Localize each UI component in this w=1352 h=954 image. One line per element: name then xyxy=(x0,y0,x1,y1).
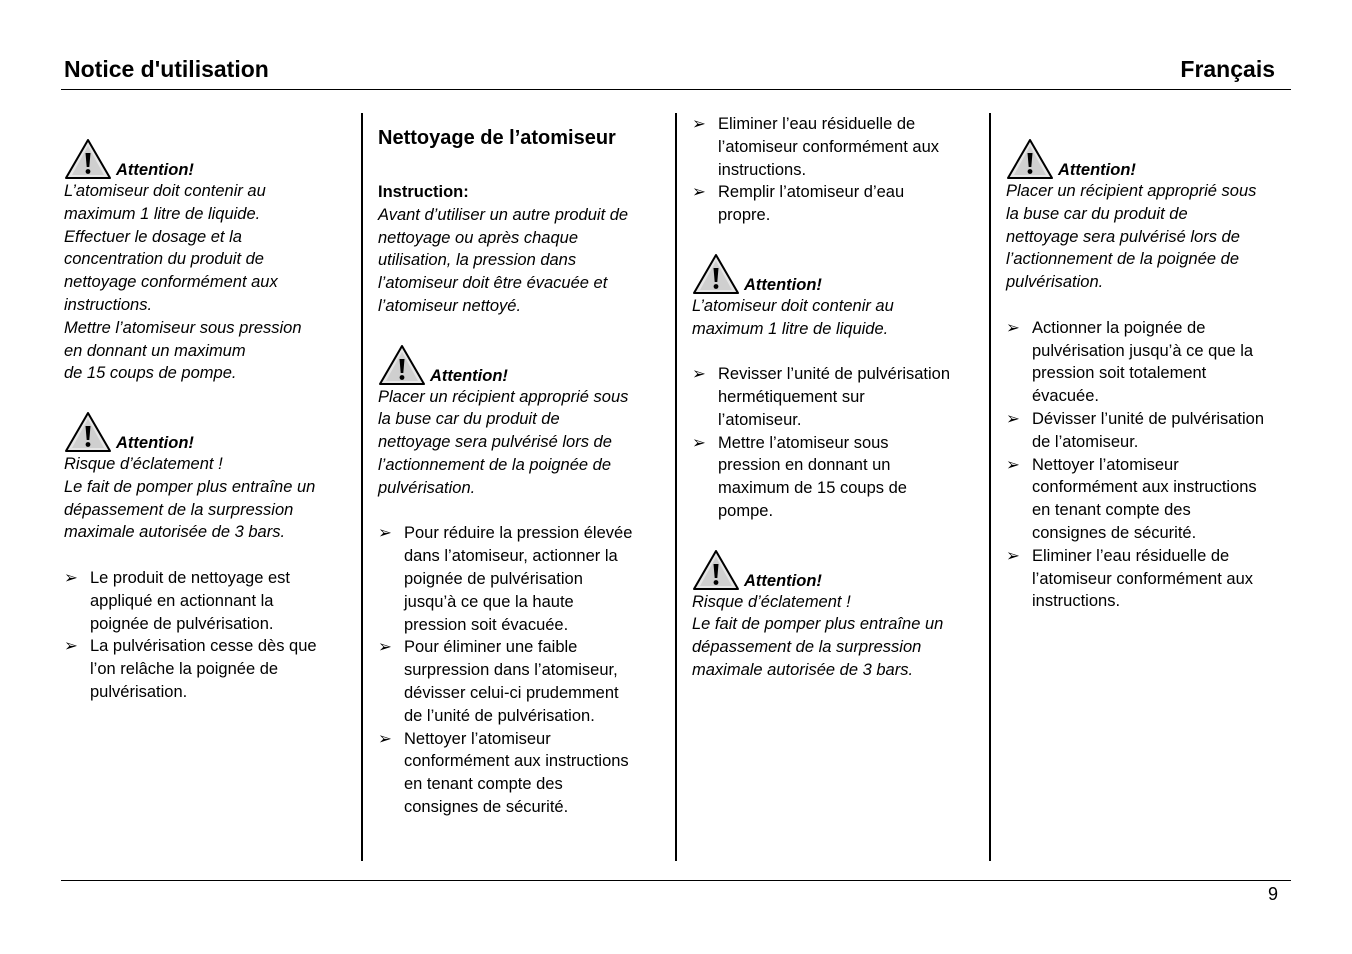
text-line: maximum 1 litre de liquide. xyxy=(64,204,261,223)
warning-block xyxy=(378,341,663,500)
warning-title: Attention! xyxy=(1058,161,1136,179)
warning-triangle-icon xyxy=(64,138,112,180)
list-item xyxy=(1006,408,1296,454)
column-divider xyxy=(675,113,677,861)
text-line: dépassement de la surpression xyxy=(692,638,922,657)
instruction-label: Instruction: xyxy=(378,183,469,201)
column-2 xyxy=(378,125,663,819)
text-line: nettoyage sera pulvérisé lors de xyxy=(378,433,612,452)
arrow-bullet-icon: ➢ xyxy=(692,433,706,452)
arrow-bullet-icon: ➢ xyxy=(1006,409,1020,428)
arrow-bullet-icon: ➢ xyxy=(1006,318,1020,337)
text-line: pulvérisation. xyxy=(90,682,188,701)
text-line: pulvérisation jusqu’à ce que la xyxy=(1032,341,1254,360)
bullet-list xyxy=(692,363,982,523)
warning-block xyxy=(64,135,349,385)
arrow-bullet-icon: ➢ xyxy=(64,637,78,656)
text-line: Nettoyer l’atomiseur xyxy=(1032,455,1179,474)
text-line: instructions. xyxy=(718,160,807,179)
arrow-bullet-icon: ➢ xyxy=(378,524,392,543)
warning-triangle-icon xyxy=(64,411,112,453)
list-item xyxy=(378,728,663,819)
warning-title: Attention! xyxy=(430,366,508,385)
text-line: Placer un récipient approprié sous xyxy=(378,387,629,406)
text-line: évacuée. xyxy=(1032,387,1099,406)
warning-block xyxy=(64,408,349,544)
bullet-list xyxy=(378,522,663,818)
list-item xyxy=(64,567,349,635)
header-rule xyxy=(61,89,1291,90)
list-item xyxy=(692,432,982,523)
text-line: l’atomiseur doit être évacuée et xyxy=(378,274,608,293)
text-line: l’actionnement de la poignée de xyxy=(1006,250,1240,269)
column-divider xyxy=(989,113,991,861)
column-divider xyxy=(361,113,363,861)
text-line: consignes de sécurité. xyxy=(1032,523,1197,542)
warning-text xyxy=(378,386,663,500)
warning-block xyxy=(692,546,982,682)
arrow-bullet-icon: ➢ xyxy=(692,365,706,384)
list-item xyxy=(378,636,663,727)
page-number: 9 xyxy=(1267,884,1278,904)
text-line: appliqué en actionnant la xyxy=(90,591,274,610)
text-line: pression en donnant un xyxy=(718,456,891,475)
text-line: Risque d’éclatement ! xyxy=(692,592,851,611)
warning-title: Attention! xyxy=(744,275,822,294)
text-line: Pour réduire la pression élevée xyxy=(404,524,633,543)
text-line: Pour éliminer une faible xyxy=(404,638,578,657)
warning-text xyxy=(64,453,349,544)
text-line: l’atomiseur. xyxy=(718,410,802,429)
text-line: en donnant un maximum xyxy=(64,341,246,360)
text-line: la buse car du produit de xyxy=(378,410,560,429)
text-line: Placer un récipient approprié sous xyxy=(1006,182,1257,200)
list-item xyxy=(1006,454,1296,545)
text-line: nettoyage conformément aux xyxy=(64,273,278,292)
list-item xyxy=(64,635,349,703)
text-line: L’atomiseur doit contenir au xyxy=(64,182,266,200)
warning-triangle-icon xyxy=(692,253,740,295)
text-line: poignée de pulvérisation xyxy=(404,569,583,588)
warning-title: Attention! xyxy=(744,571,822,590)
instruction-text xyxy=(378,204,663,318)
list-item xyxy=(692,181,982,227)
arrow-bullet-icon: ➢ xyxy=(64,568,78,587)
list-item xyxy=(692,363,982,431)
text-line: instructions. xyxy=(64,295,153,314)
text-line: Avant d’utiliser un autre produit de xyxy=(378,205,629,224)
text-line: de 15 coups de pompe. xyxy=(64,364,237,383)
text-line: la buse car du produit de xyxy=(1006,204,1188,223)
warning-text xyxy=(692,591,982,682)
text-line: dévisser celui-ci prudemment xyxy=(404,683,619,702)
text-line: consignes de sécurité. xyxy=(404,797,569,816)
text-line: propre. xyxy=(718,206,771,225)
text-line: L’atomiseur doit contenir au xyxy=(692,296,894,315)
warning-text xyxy=(692,295,982,341)
arrow-bullet-icon: ➢ xyxy=(1006,546,1020,565)
text-line: dépassement de la surpression xyxy=(64,500,294,519)
text-line: jusqu’à ce que la haute xyxy=(404,592,574,611)
arrow-bullet-icon: ➢ xyxy=(692,115,706,133)
section-heading: Nettoyage de l’atomiseur xyxy=(378,127,616,149)
text-line: l’atomiseur nettoyé. xyxy=(378,296,522,315)
language-label: Français xyxy=(1180,56,1275,82)
warning-triangle-icon xyxy=(692,549,740,591)
footer-rule xyxy=(61,880,1291,881)
text-line: de l’unité de pulvérisation. xyxy=(404,706,595,725)
text-line: l’atomiseur conformément aux xyxy=(1032,569,1254,588)
text-line: Le fait de pomper plus entraîne un xyxy=(692,615,944,634)
warning-block xyxy=(1006,135,1296,294)
text-line: maximum de 15 coups de xyxy=(718,479,907,498)
text-line: l’actionnement de la poignée de xyxy=(378,455,612,474)
text-line: concentration du produit de xyxy=(64,250,264,269)
text-line: maximale autorisée de 3 bars. xyxy=(64,523,286,542)
text-line: Risque d’éclatement ! xyxy=(64,454,223,473)
list-item xyxy=(692,113,982,181)
column-3 xyxy=(692,113,982,682)
warning-block xyxy=(692,250,982,341)
list-item xyxy=(1006,317,1296,408)
text-line: Revisser l’unité de pulvérisation xyxy=(718,365,951,384)
text-line: pression soit totalement xyxy=(1032,364,1207,383)
text-line: La pulvérisation cesse dès que xyxy=(90,637,317,656)
text-line: conformément aux instructions xyxy=(404,752,629,771)
text-line: Le fait de pomper plus entraîne un xyxy=(64,477,316,496)
text-line: maximum 1 litre de liquide. xyxy=(692,319,889,338)
warning-title: Attention! xyxy=(116,161,194,179)
text-line: instructions. xyxy=(1032,592,1121,611)
warning-triangle-icon xyxy=(378,344,426,386)
text-line: hermétiquement sur xyxy=(718,387,865,406)
arrow-bullet-icon: ➢ xyxy=(692,183,706,202)
warning-text xyxy=(64,180,349,385)
bullet-list xyxy=(692,113,982,227)
arrow-bullet-icon: ➢ xyxy=(1006,455,1020,474)
bullet-list xyxy=(1006,317,1296,613)
text-line: pulvérisation. xyxy=(378,478,476,497)
text-line: Remplir l’atomiseur d’eau xyxy=(718,183,905,202)
text-line: Nettoyer l’atomiseur xyxy=(404,729,551,748)
text-line: utilisation, la pression dans xyxy=(378,251,577,270)
text-line: poignée de pulvérisation. xyxy=(90,614,274,633)
text-line: pression soit évacuée. xyxy=(404,615,569,634)
column-1 xyxy=(64,135,349,704)
page-title: Notice d'utilisation xyxy=(64,56,269,82)
text-line: conformément aux instructions xyxy=(1032,478,1257,497)
text-line: Mettre l’atomiseur sous pression xyxy=(64,318,302,337)
warning-triangle-icon xyxy=(1006,138,1054,180)
text-line: Mettre l’atomiseur sous xyxy=(718,433,889,452)
text-line: l’on relâche la poignée de xyxy=(90,660,279,679)
arrow-bullet-icon: ➢ xyxy=(378,638,392,657)
text-line: dans l’atomiseur, actionner la xyxy=(404,547,618,566)
list-item xyxy=(1006,545,1296,613)
text-line: Dévisser l’unité de pulvérisation xyxy=(1032,409,1265,428)
text-line: Effectuer le dosage et la xyxy=(64,227,242,246)
text-line: l’atomiseur conformément aux xyxy=(718,137,940,156)
warning-text xyxy=(1006,180,1296,294)
text-line: surpression dans l’atomiseur, xyxy=(404,661,618,680)
bullet-list xyxy=(64,567,349,704)
text-line: nettoyage ou après chaque xyxy=(378,228,578,247)
warning-title: Attention! xyxy=(116,433,194,452)
text-line: Actionner la poignée de xyxy=(1032,318,1206,337)
text-line: nettoyage sera pulvérisé lors de xyxy=(1006,227,1240,246)
text-line: Eliminer l’eau résiduelle de xyxy=(1032,546,1230,565)
text-line: de l’atomiseur. xyxy=(1032,432,1139,451)
text-line: Le produit de nettoyage est xyxy=(90,568,290,587)
text-line: pulvérisation. xyxy=(1006,273,1104,292)
text-line: en tenant compte des xyxy=(1032,501,1191,520)
list-item xyxy=(378,522,663,636)
column-4 xyxy=(1006,135,1296,613)
text-line: maximale autorisée de 3 bars. xyxy=(692,660,914,679)
text-line: en tenant compte des xyxy=(404,775,563,794)
text-line: pompe. xyxy=(718,501,774,520)
arrow-bullet-icon: ➢ xyxy=(378,729,392,748)
text-line: Eliminer l’eau résiduelle de xyxy=(718,115,916,133)
